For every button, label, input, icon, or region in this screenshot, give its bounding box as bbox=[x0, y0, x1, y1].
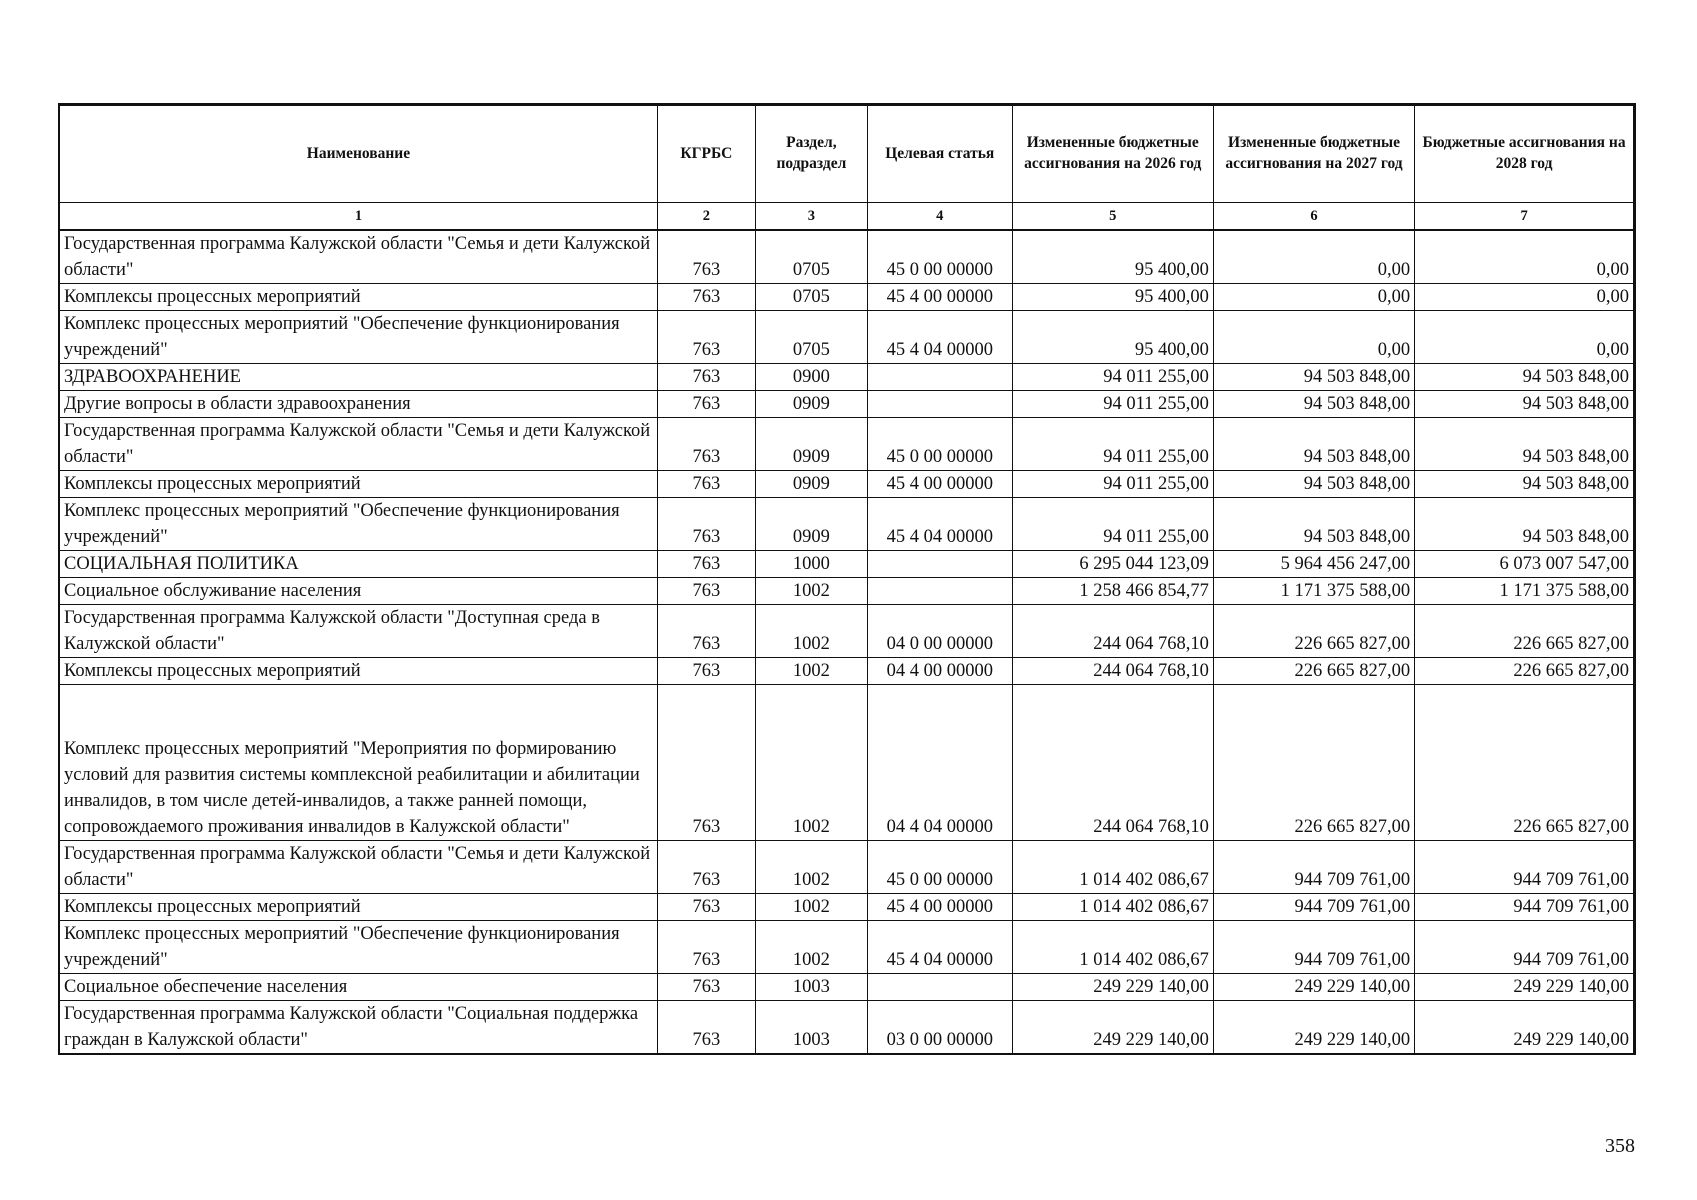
cell-amount-2028: 6 073 007 547,00 bbox=[1415, 551, 1635, 578]
cell-amount-2026: 94 011 255,00 bbox=[1012, 471, 1213, 498]
cell-razdel: 1002 bbox=[755, 685, 867, 841]
cell-amount-2028: 0,00 bbox=[1415, 311, 1635, 364]
cell-kgrbs: 763 bbox=[657, 471, 755, 498]
cell-razdel: 1002 bbox=[755, 605, 867, 658]
table-row bbox=[59, 551, 1635, 578]
table-row bbox=[59, 921, 1635, 974]
cell-name: Комплексы процессных мероприятий bbox=[59, 658, 657, 685]
cell-amount-2027: 944 709 761,00 bbox=[1213, 894, 1414, 921]
cell-amount-2026: 94 011 255,00 bbox=[1012, 498, 1213, 551]
cell-amount-2028: 94 503 848,00 bbox=[1415, 418, 1635, 471]
cell-amount-2026: 249 229 140,00 bbox=[1012, 974, 1213, 1001]
cell-kgrbs: 763 bbox=[657, 498, 755, 551]
cell-target-article: 45 4 00 00000 bbox=[867, 471, 1012, 498]
cell-target-article bbox=[867, 364, 1012, 391]
cell-kgrbs: 763 bbox=[657, 284, 755, 311]
cell-razdel: 0909 bbox=[755, 498, 867, 551]
table-row bbox=[59, 894, 1635, 921]
cell-razdel: 1002 bbox=[755, 841, 867, 894]
cell-amount-2026: 244 064 768,10 bbox=[1012, 605, 1213, 658]
cell-name: Социальное обслуживание населения bbox=[59, 578, 657, 605]
cell-name: Комплексы процессных мероприятий bbox=[59, 471, 657, 498]
cell-amount-2028: 226 665 827,00 bbox=[1415, 658, 1635, 685]
cell-razdel: 0900 bbox=[755, 364, 867, 391]
cell-kgrbs: 763 bbox=[657, 658, 755, 685]
cell-razdel: 1003 bbox=[755, 974, 867, 1001]
cell-name: Комплекс процессных мероприятий "Мероприятия по формированию условий для развития системы комплексной реабилитации и абилитации инвалидов, в том числе детей-инвалидов, а также ранней помощи, сопровождаемого проживания инвалидов в Калужской области" bbox=[59, 685, 657, 841]
cell-amount-2027: 1 171 375 588,00 bbox=[1213, 578, 1414, 605]
cell-razdel: 0705 bbox=[755, 230, 867, 284]
cell-target-article: 03 0 00 00000 bbox=[867, 1001, 1012, 1055]
cell-amount-2027: 226 665 827,00 bbox=[1213, 685, 1414, 841]
column-number: 5 bbox=[1012, 203, 1213, 231]
cell-kgrbs: 763 bbox=[657, 841, 755, 894]
cell-name: Государственная программа Калужской области "Доступная среда в Калужской области" bbox=[59, 605, 657, 658]
cell-amount-2026: 244 064 768,10 bbox=[1012, 685, 1213, 841]
cell-name: Государственная программа Калужской области "Семья и дети Калужской области" bbox=[59, 418, 657, 471]
cell-razdel: 1002 bbox=[755, 658, 867, 685]
cell-kgrbs: 763 bbox=[657, 578, 755, 605]
table-row bbox=[59, 471, 1635, 498]
cell-razdel: 0705 bbox=[755, 311, 867, 364]
cell-razdel: 0705 bbox=[755, 284, 867, 311]
cell-amount-2027: 226 665 827,00 bbox=[1213, 605, 1414, 658]
cell-target-article: 45 0 00 00000 bbox=[867, 418, 1012, 471]
table-row bbox=[59, 605, 1635, 658]
table-row bbox=[59, 498, 1635, 551]
table-body bbox=[59, 230, 1635, 1054]
column-number: 4 bbox=[867, 203, 1012, 231]
table-row bbox=[59, 578, 1635, 605]
table-row bbox=[59, 658, 1635, 685]
cell-amount-2026: 249 229 140,00 bbox=[1012, 1001, 1213, 1055]
cell-amount-2028: 94 503 848,00 bbox=[1415, 498, 1635, 551]
cell-amount-2027: 944 709 761,00 bbox=[1213, 921, 1414, 974]
cell-name: Социальное обеспечение населения bbox=[59, 974, 657, 1001]
column-number: 7 bbox=[1415, 203, 1635, 231]
header-razdel: Раздел, подраздел bbox=[755, 105, 867, 203]
header-2026: Измененные бюджетные ассигнования на 2026 год bbox=[1012, 105, 1213, 203]
header-2027: Измененные бюджетные ассигнования на 2027 год bbox=[1213, 105, 1414, 203]
cell-amount-2028: 226 665 827,00 bbox=[1415, 685, 1635, 841]
cell-name: Государственная программа Калужской области "Семья и дети Калужской области" bbox=[59, 841, 657, 894]
cell-amount-2026: 6 295 044 123,09 bbox=[1012, 551, 1213, 578]
cell-amount-2026: 1 014 402 086,67 bbox=[1012, 894, 1213, 921]
table-row bbox=[59, 418, 1635, 471]
cell-amount-2028: 0,00 bbox=[1415, 284, 1635, 311]
column-number: 1 bbox=[59, 203, 657, 231]
cell-kgrbs: 763 bbox=[657, 685, 755, 841]
header-target-article: Целевая статья bbox=[867, 105, 1012, 203]
cell-target-article: 45 4 04 00000 bbox=[867, 921, 1012, 974]
cell-amount-2027: 249 229 140,00 bbox=[1213, 974, 1414, 1001]
cell-amount-2026: 95 400,00 bbox=[1012, 311, 1213, 364]
cell-name: Комплекс процессных мероприятий "Обеспечение функционирования учреждений" bbox=[59, 311, 657, 364]
budget-table bbox=[58, 103, 1636, 1055]
cell-kgrbs: 763 bbox=[657, 418, 755, 471]
cell-razdel: 1002 bbox=[755, 921, 867, 974]
cell-amount-2028: 94 503 848,00 bbox=[1415, 364, 1635, 391]
cell-razdel: 1002 bbox=[755, 578, 867, 605]
cell-target-article: 45 0 00 00000 bbox=[867, 841, 1012, 894]
cell-name: Комплексы процессных мероприятий bbox=[59, 284, 657, 311]
cell-kgrbs: 763 bbox=[657, 364, 755, 391]
table-row bbox=[59, 1001, 1635, 1055]
cell-target-article: 45 4 00 00000 bbox=[867, 284, 1012, 311]
cell-amount-2028: 944 709 761,00 bbox=[1415, 921, 1635, 974]
header-kgrbs: КГРБС bbox=[657, 105, 755, 203]
table-row bbox=[59, 364, 1635, 391]
table-row bbox=[59, 284, 1635, 311]
column-number-row bbox=[59, 203, 1635, 231]
cell-razdel: 1000 bbox=[755, 551, 867, 578]
cell-amount-2026: 94 011 255,00 bbox=[1012, 364, 1213, 391]
cell-razdel: 0909 bbox=[755, 471, 867, 498]
column-number: 3 bbox=[755, 203, 867, 231]
table-row bbox=[59, 685, 1635, 841]
table-row bbox=[59, 841, 1635, 894]
column-number: 6 bbox=[1213, 203, 1414, 231]
header-name: Наименование bbox=[59, 105, 657, 203]
cell-target-article bbox=[867, 578, 1012, 605]
cell-target-article bbox=[867, 391, 1012, 418]
cell-target-article: 04 0 00 00000 bbox=[867, 605, 1012, 658]
table-row bbox=[59, 230, 1635, 284]
cell-target-article bbox=[867, 551, 1012, 578]
cell-target-article: 45 4 04 00000 bbox=[867, 498, 1012, 551]
cell-amount-2027: 94 503 848,00 bbox=[1213, 364, 1414, 391]
cell-amount-2028: 226 665 827,00 bbox=[1415, 605, 1635, 658]
cell-target-article bbox=[867, 974, 1012, 1001]
cell-name: Комплексы процессных мероприятий bbox=[59, 894, 657, 921]
cell-amount-2027: 0,00 bbox=[1213, 311, 1414, 364]
column-number: 2 bbox=[657, 203, 755, 231]
cell-kgrbs: 763 bbox=[657, 1001, 755, 1055]
cell-kgrbs: 763 bbox=[657, 551, 755, 578]
cell-target-article: 04 4 04 00000 bbox=[867, 685, 1012, 841]
cell-amount-2026: 1 014 402 086,67 bbox=[1012, 841, 1213, 894]
cell-kgrbs: 763 bbox=[657, 311, 755, 364]
cell-target-article: 45 4 00 00000 bbox=[867, 894, 1012, 921]
cell-amount-2026: 244 064 768,10 bbox=[1012, 658, 1213, 685]
table-row bbox=[59, 974, 1635, 1001]
table-row bbox=[59, 391, 1635, 418]
cell-kgrbs: 763 bbox=[657, 391, 755, 418]
cell-amount-2028: 1 171 375 588,00 bbox=[1415, 578, 1635, 605]
cell-amount-2027: 226 665 827,00 bbox=[1213, 658, 1414, 685]
page-number: 358 bbox=[1605, 1135, 1635, 1157]
cell-amount-2028: 249 229 140,00 bbox=[1415, 974, 1635, 1001]
cell-kgrbs: 763 bbox=[657, 605, 755, 658]
cell-name: ЗДРАВООХРАНЕНИЕ bbox=[59, 364, 657, 391]
cell-kgrbs: 763 bbox=[657, 230, 755, 284]
cell-amount-2027: 0,00 bbox=[1213, 230, 1414, 284]
cell-amount-2026: 95 400,00 bbox=[1012, 284, 1213, 311]
cell-amount-2028: 94 503 848,00 bbox=[1415, 391, 1635, 418]
cell-amount-2026: 1 258 466 854,77 bbox=[1012, 578, 1213, 605]
cell-amount-2026: 94 011 255,00 bbox=[1012, 391, 1213, 418]
cell-amount-2026: 94 011 255,00 bbox=[1012, 418, 1213, 471]
cell-amount-2028: 94 503 848,00 bbox=[1415, 471, 1635, 498]
cell-amount-2027: 944 709 761,00 bbox=[1213, 841, 1414, 894]
cell-name: Комплекс процессных мероприятий "Обеспечение функционирования учреждений" bbox=[59, 498, 657, 551]
cell-razdel: 0909 bbox=[755, 391, 867, 418]
cell-amount-2027: 5 964 456 247,00 bbox=[1213, 551, 1414, 578]
cell-kgrbs: 763 bbox=[657, 921, 755, 974]
cell-amount-2027: 0,00 bbox=[1213, 284, 1414, 311]
cell-amount-2027: 94 503 848,00 bbox=[1213, 391, 1414, 418]
cell-amount-2027: 249 229 140,00 bbox=[1213, 1001, 1414, 1055]
cell-target-article: 04 4 00 00000 bbox=[867, 658, 1012, 685]
cell-kgrbs: 763 bbox=[657, 974, 755, 1001]
table-row bbox=[59, 311, 1635, 364]
cell-amount-2026: 95 400,00 bbox=[1012, 230, 1213, 284]
cell-amount-2026: 1 014 402 086,67 bbox=[1012, 921, 1213, 974]
cell-amount-2028: 249 229 140,00 bbox=[1415, 1001, 1635, 1055]
cell-target-article: 45 4 04 00000 bbox=[867, 311, 1012, 364]
cell-razdel: 0909 bbox=[755, 418, 867, 471]
cell-name: Комплекс процессных мероприятий "Обеспечение функционирования учреждений" bbox=[59, 921, 657, 974]
cell-amount-2028: 944 709 761,00 bbox=[1415, 894, 1635, 921]
cell-name: Государственная программа Калужской области "Семья и дети Калужской области" bbox=[59, 230, 657, 284]
cell-razdel: 1002 bbox=[755, 894, 867, 921]
cell-amount-2027: 94 503 848,00 bbox=[1213, 498, 1414, 551]
cell-name: Государственная программа Калужской области "Социальная поддержка граждан в Калужской области" bbox=[59, 1001, 657, 1055]
cell-amount-2028: 944 709 761,00 bbox=[1415, 841, 1635, 894]
header-2028: Бюджетные ассигнования на 2028 год bbox=[1415, 105, 1635, 203]
cell-target-article: 45 0 00 00000 bbox=[867, 230, 1012, 284]
cell-name: СОЦИАЛЬНАЯ ПОЛИТИКА bbox=[59, 551, 657, 578]
cell-razdel: 1003 bbox=[755, 1001, 867, 1055]
header-row bbox=[59, 105, 1635, 203]
cell-name: Другие вопросы в области здравоохранения bbox=[59, 391, 657, 418]
cell-amount-2028: 0,00 bbox=[1415, 230, 1635, 284]
cell-kgrbs: 763 bbox=[657, 894, 755, 921]
cell-amount-2027: 94 503 848,00 bbox=[1213, 471, 1414, 498]
cell-amount-2027: 94 503 848,00 bbox=[1213, 418, 1414, 471]
